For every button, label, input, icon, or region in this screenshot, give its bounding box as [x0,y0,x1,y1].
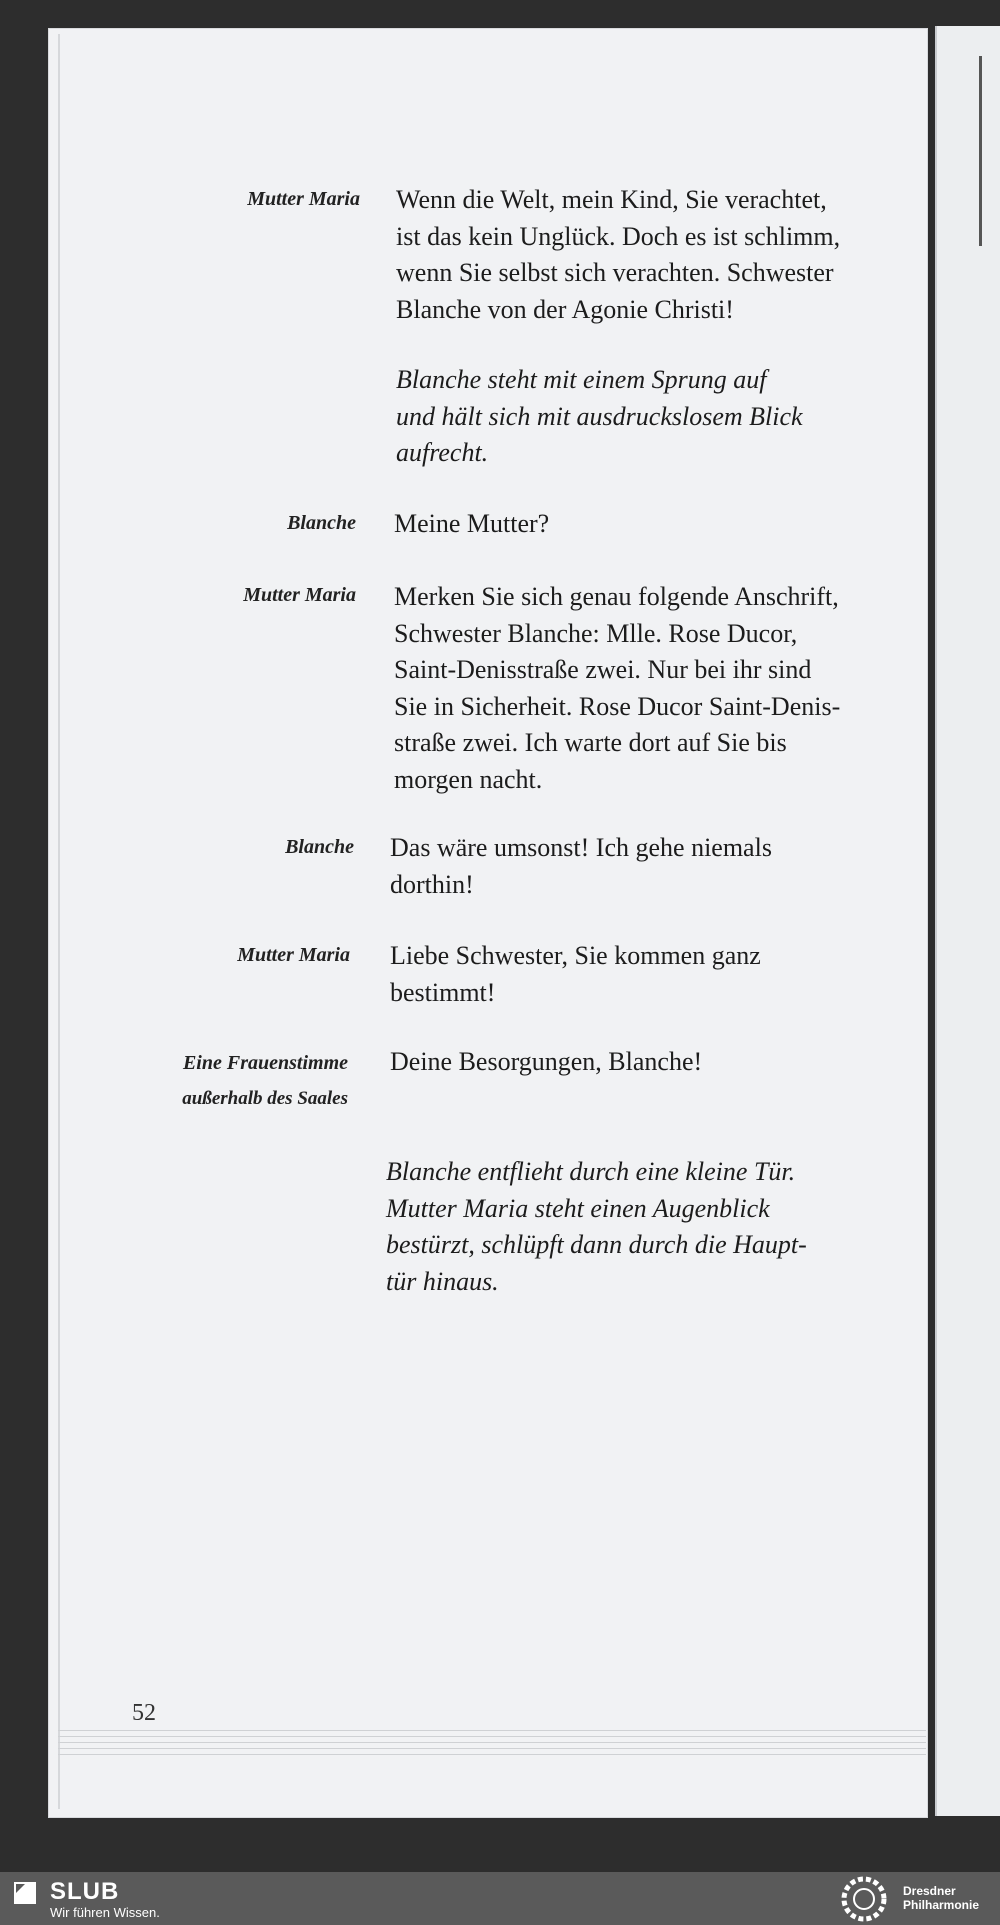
slub-logo-icon [14,1882,36,1904]
philharmonie-logo-icon [840,1876,888,1922]
speaker-label: Blanche [287,512,356,534]
slub-name: SLUB [50,1878,120,1905]
speaker-label: Blanche [285,836,354,858]
stage-direction: Blanche steht mit einem Sprung auf und hält sich mit ausdruckslosem Blick aufrecht. [396,365,803,467]
page-number: 52 [132,1700,156,1726]
dialogue-text: Liebe Schwester, Sie kommen ganz bestimmt! [390,941,761,1007]
speaker-label: Mutter Maria [237,944,350,966]
speaker-label: Mutter Maria [243,584,356,606]
speaker-label: Mutter Maria [247,188,360,210]
page-bottom-rules [58,1730,926,1766]
dialogue-text: Meine Mutter? [394,509,550,538]
facing-page-edge [935,26,1000,1816]
dialogue-text: Wenn die Welt, mein Kind, Sie verachtet, ist das kein Unglück. Doch es ist schlimm, wenn Sie selbst sich verachten. Schwester Blanche von der Agonie Christi! [396,185,841,324]
dialogue-text: Deine Besorgungen, Blanche! [390,1047,703,1076]
speaker-sublabel: außerhalb des Saales [182,1088,348,1109]
stage-direction: Blanche entflieht durch eine kleine Tür. Mutter Maria steht einen Augenblick bestürzt, schlüpft dann durch die Haupt- tür hinaus. [386,1157,807,1296]
dialogue-text: Merken Sie sich genau folgende Anschrift, Schwester Blanche: Mlle. Rose Ducor, Saint-Denisstraße zwei. Nur bei ihr sind Sie in Sicherheit. Rose Ducor Saint-Denis- straße zwei. Ich warte dort auf Sie bis morgen nacht. [394,582,841,794]
dialogue-text: Das wäre umsonst! Ich gehe niemals dorthin! [390,833,772,899]
slub-tagline: Wir führen Wissen. [50,1905,160,1920]
partner-name: Dresdner Philharmonie [903,1884,980,1912]
speaker-label: Eine Frauenstimme [182,1052,348,1074]
viewer-footer [0,1872,1000,1925]
